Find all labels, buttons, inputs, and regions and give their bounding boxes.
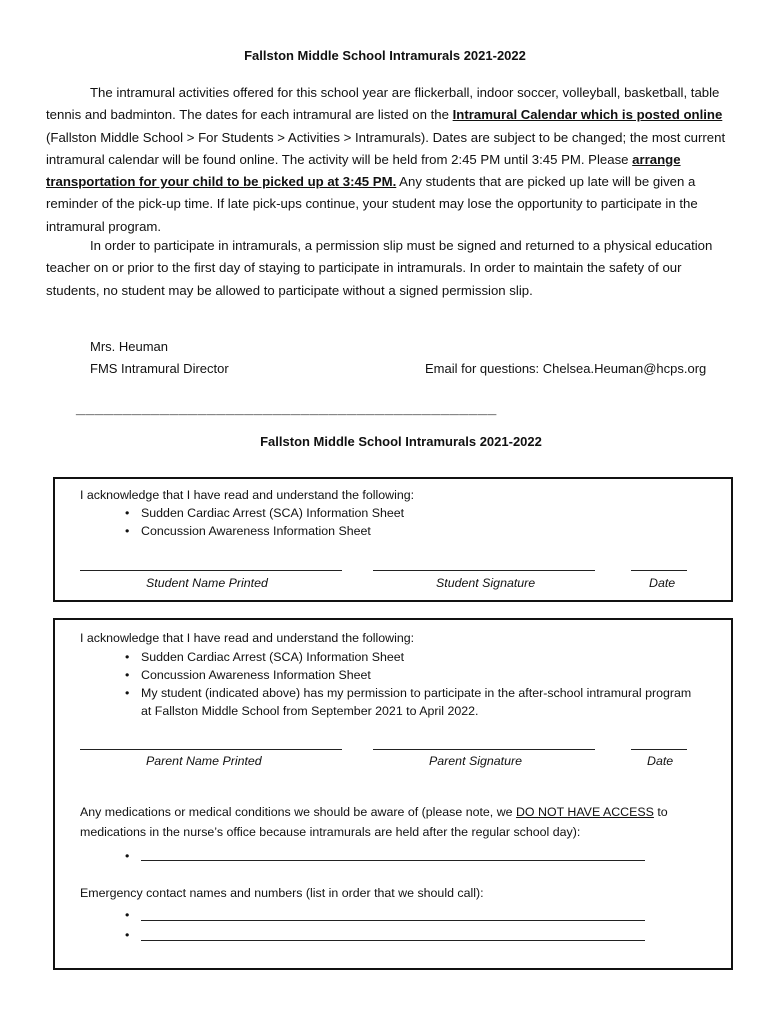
student-name-label: Student Name Printed (146, 576, 268, 590)
student-signature-field[interactable] (373, 570, 595, 571)
student-name-field[interactable] (80, 570, 342, 571)
intro-paragraph (46, 82, 736, 238)
intro-text-2: (Fallston Middle School > For Students > Activities > Intramurals). Dates are subject to be changed; the most current intramural calendar will be found online. The activity will be held from 2:45 PM until 3:45 PM. Please (46, 129, 726, 167)
parent-date-label: Date (647, 754, 674, 768)
student-acknowledgment-box (53, 477, 733, 602)
no-access-notice: DO NOT HAVE ACCESS (515, 805, 654, 819)
permission-paragraph: In order to participate in intramurals, a permission slip must be signed and returned to a physical education teacher on or prior to the first day of staying to participate in intramurals. In order to maintain the safety of our students, no student may be allowed to participate without a signed permission slip. (46, 238, 713, 298)
contact-email[interactable]: Email for questions: Chelsea.Heuman@hcps.org (425, 361, 707, 376)
medications-text-2: to (653, 805, 668, 819)
parent-item-sca: • Sudden Cardiac Arrest (SCA) Information Sheet (141, 650, 404, 664)
signer-title: FMS Intramural Director (90, 361, 229, 376)
parent-name-label: Parent Name Printed (146, 754, 262, 768)
parent-signature-field[interactable] (373, 749, 595, 750)
parent-item-permission-cont: at Fallston Middle School from September 2021 to April 2022. (141, 704, 479, 718)
parent-signature-label: Parent Signature (429, 754, 522, 768)
student-item-concussion: • Concussion Awareness Information Sheet (141, 524, 371, 538)
intro-text-3: Any students that are picked up late will be given a reminder of the pick-up time. If late pick-ups continue, your student may lose the opportunity to participate in the intramural program. (46, 174, 698, 234)
slip-title: Fallston Middle School Intramurals 2021-2022 (260, 434, 542, 449)
intro-text-1: The intramural activities offered for this school year are flickerball, indoor soccer, volleyball, basketball, table tennis and badminton. The dates for each intramural are listed on the (46, 85, 720, 123)
page-title: Fallston Middle School Intramurals 2021-2022 (244, 48, 526, 63)
transportation-notice: arrange transportation for your child to be picked up at 3:45 PM. (46, 151, 681, 190)
parent-item-concussion: • Concussion Awareness Information Sheet (141, 668, 371, 682)
student-ack-text: I acknowledge that I have read and understand the following: (80, 488, 415, 502)
parent-permission-box (53, 618, 733, 970)
medications-question-cont: medications in the nurse’s office because intramurals are held after the regular school day): (80, 825, 581, 839)
parent-item-permission: • My student (indicated above) has my permission to participate in the after-school intramural program (141, 686, 691, 700)
parent-name-field[interactable] (80, 749, 342, 750)
parent-ack-text: I acknowledge that I have read and understand the following: (80, 631, 415, 645)
emergency-contact-field-1[interactable] (141, 920, 645, 921)
intramural-calendar-link[interactable]: Intramural Calendar which is posted online (452, 107, 723, 123)
parent-date-field[interactable] (631, 749, 687, 750)
student-date-field[interactable] (631, 570, 687, 571)
student-date-label: Date (649, 576, 676, 590)
student-signature-label: Student Signature (436, 576, 536, 590)
medications-field[interactable] (141, 860, 645, 861)
student-item-sca: • Sudden Cardiac Arrest (SCA) Information Sheet (141, 506, 404, 520)
signer-name: Mrs. Heuman (90, 339, 169, 354)
medications-question (80, 805, 668, 819)
medications-text-1: Any medications or medical conditions we should be aware of (please note, we (80, 805, 516, 819)
emergency-contacts-question: Emergency contact names and numbers (list in order that we should call): (80, 886, 484, 900)
cut-line: _____________________________________________ (76, 400, 497, 417)
emergency-contact-field-2[interactable] (141, 940, 645, 941)
